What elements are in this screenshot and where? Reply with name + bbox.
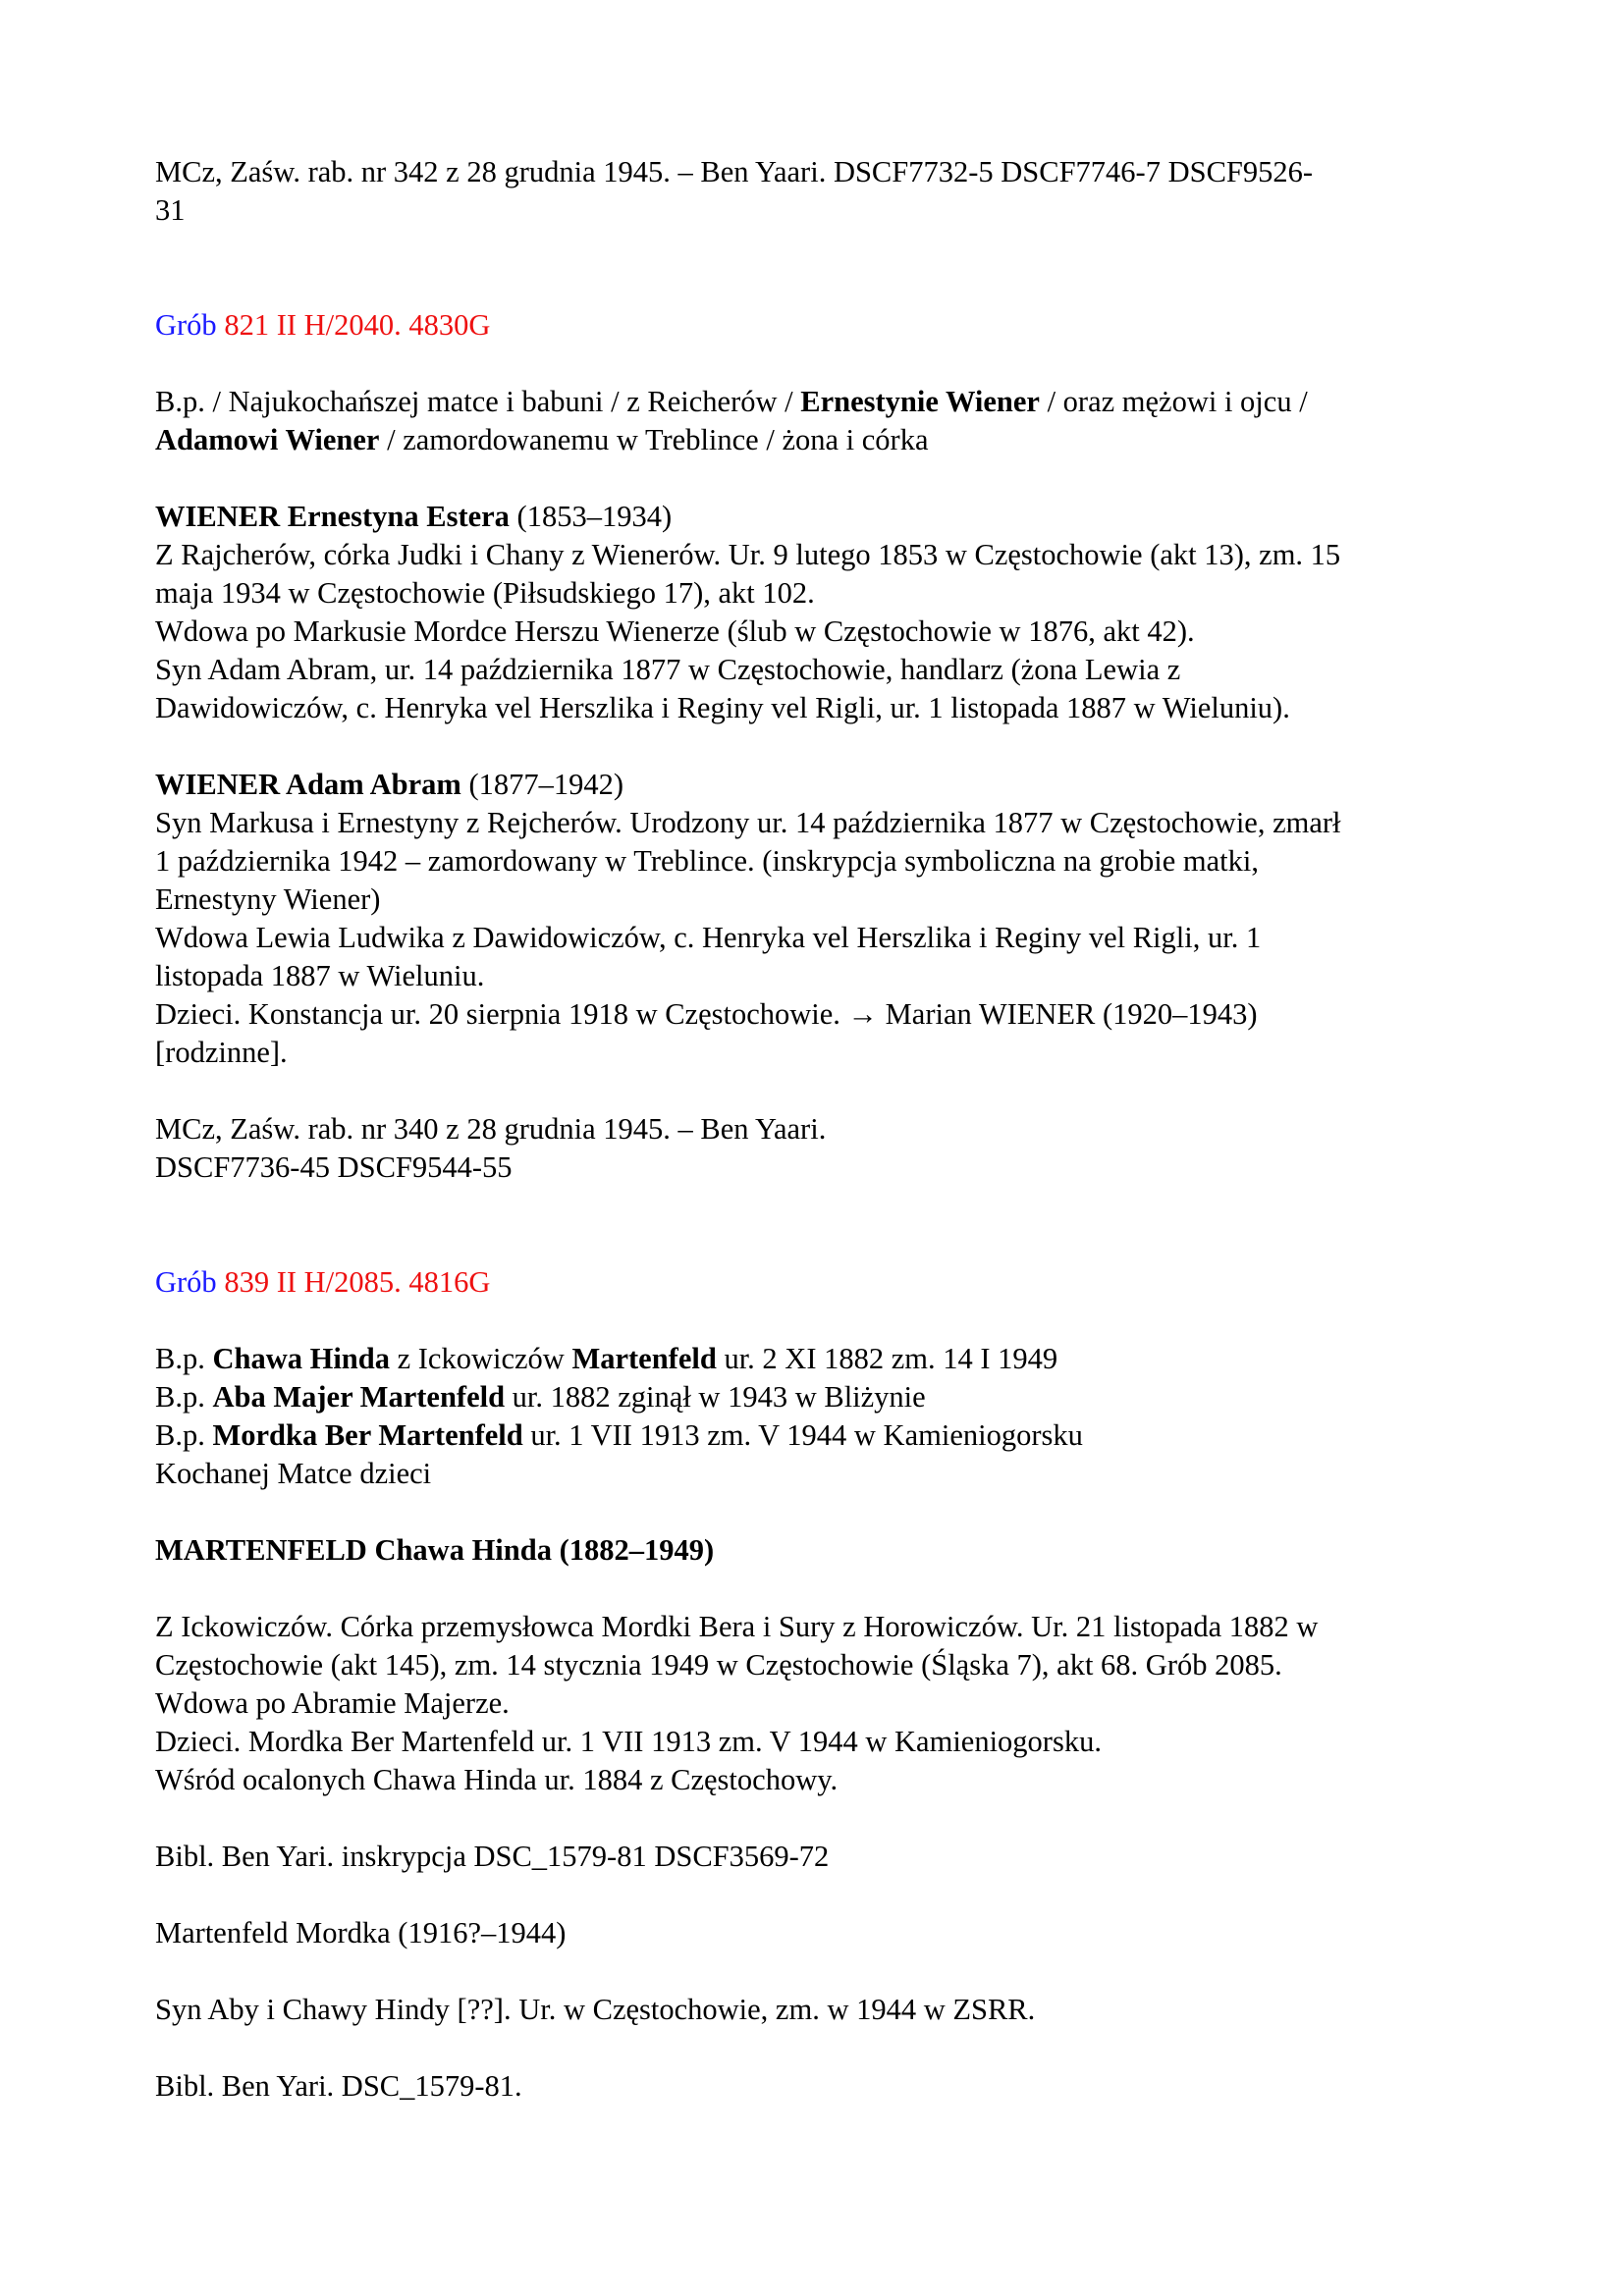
person-name: Martenfeld Mordka (1916?–1944) — [155, 1916, 567, 1949]
grave-number: 839 II H/2085. 4816G — [216, 1265, 491, 1299]
inscription-name: Ernestynie Wiener — [800, 385, 1040, 418]
text-line: [rodzinne]. — [155, 1036, 288, 1069]
grave-number: 821 II H/2040. 4830G — [216, 308, 491, 342]
text-line: Dzieci. Mordka Ber Martenfeld ur. 1 VII 1913 zm. V 1944 w Kamieniogorsku. — [155, 1725, 1102, 1758]
text-line: 1 października 1942 – zamordowany w Treblince. (inskrypcja symboliczna na grobie matki, — [155, 844, 1259, 878]
grave-inscription — [155, 383, 1471, 459]
inscription-text: Kochanej Matce dzieci — [155, 1457, 432, 1490]
inscription-name: Chawa Hinda — [212, 1342, 390, 1375]
text-line: Z Rajcherów, córka Judki i Chany z Wienerów. Ur. 9 lutego 1853 w Częstochowie (akt 13), zm. 15 — [155, 538, 1341, 571]
person-entry — [155, 498, 1471, 727]
text-line: Bibl. Ben Yari. inskrypcja DSC_1579-81 DSCF3569-72 — [155, 1840, 830, 1873]
person-entry — [155, 1914, 1471, 1952]
inscription-name: Martenfeld — [571, 1342, 717, 1375]
text-line: DSCF7736-45 DSCF9544-55 — [155, 1150, 513, 1184]
person-dates: (1877–1942) — [460, 768, 624, 801]
person-bio — [155, 1608, 1471, 1799]
bibliography — [155, 1838, 1471, 1876]
inscription-text: ur. 2 XI 1882 zm. 14 I 1949 — [716, 1342, 1058, 1375]
person-entry — [155, 1531, 1471, 1570]
person-bio — [155, 1991, 1471, 2029]
text-line: Częstochowie (akt 145), zm. 14 stycznia 1949 w Częstochowie (Śląska 7), akt 68. Grób 2085. — [155, 1648, 1282, 1682]
text-line: Ernestyny Wiener) — [155, 882, 381, 916]
top-reference — [155, 153, 1471, 230]
text-line: Wdowa po Abramie Majerze. — [155, 1686, 510, 1720]
inscription-text: B.p. — [155, 1418, 213, 1452]
person-name: MARTENFELD Chawa Hinda (1882–1949) — [155, 1533, 715, 1567]
inscription-text: z Ickowiczów — [389, 1342, 572, 1375]
text-line: Z Ickowiczów. Córka przemysłowca Mordki Bera i Sury z Horowiczów. Ur. 21 listopada 1882 w — [155, 1610, 1319, 1643]
inscription-text: / oraz mężowi i ojcu / — [1039, 385, 1308, 418]
inscription-name: Aba Majer Martenfeld — [212, 1380, 506, 1414]
grave-heading-821 — [155, 306, 1471, 345]
inscription-name: Adamowi Wiener — [155, 423, 380, 456]
inscription-text: B.p. / Najukochańszej matce i babuni / z Reicherów / — [155, 385, 801, 418]
grave-word: Grób — [155, 308, 217, 342]
person-entry — [155, 766, 1471, 1072]
grave-heading-839 — [155, 1263, 1471, 1302]
text-line: MCz, Zaśw. rab. nr 340 z 28 grudnia 1945. – Ben Yaari. — [155, 1112, 827, 1146]
text-line: Wśród ocalonych Chawa Hinda ur. 1884 z Częstochowy. — [155, 1763, 839, 1796]
inscription-text: B.p. — [155, 1342, 213, 1375]
text-line: Dawidowiczów, c. Henryka vel Herszlika i Reginy vel Rigli, ur. 1 listopada 1887 w Wieluniu). — [155, 691, 1290, 724]
inscription-text: / zamordowanemu w Treblince / żona i córka — [379, 423, 929, 456]
text-line: maja 1934 w Częstochowie (Piłsudskiego 17), akt 102. — [155, 576, 815, 610]
document-page — [155, 153, 1471, 2106]
text-line: Wdowa Lewia Ludwika z Dawidowiczów, c. Henryka vel Herszlika i Reginy vel Rigli, ur. 1 — [155, 921, 1262, 954]
person-name: WIENER Adam Abram — [155, 768, 461, 801]
text-line: Wdowa po Markusie Mordce Herszu Wienerze (ślub w Częstochowie w 1876, akt 42). — [155, 614, 1195, 648]
text-line: Syn Markusa i Ernestyny z Rejcherów. Urodzony ur. 14 października 1877 w Częstochowie, zmarł — [155, 806, 1341, 839]
grave-references — [155, 1110, 1471, 1187]
grave-word: Grób — [155, 1265, 217, 1299]
person-dates: (1853–1934) — [509, 500, 673, 533]
inscription-text: ur. 1882 zginął w 1943 w Bliżynie — [505, 1380, 926, 1414]
text-line: Dzieci. Konstancja ur. 20 sierpnia 1918 w Częstochowie. → Marian WIENER (1920–1943) — [155, 997, 1258, 1031]
person-name: WIENER Ernestyna Estera — [155, 500, 510, 533]
text-line: Bibl. Ben Yari. DSC_1579-81. — [155, 2069, 522, 2103]
inscription-text: B.p. — [155, 1380, 213, 1414]
text-line: Syn Aby i Chawy Hindy [??]. Ur. w Częstochowie, zm. w 1944 w ZSRR. — [155, 1993, 1036, 2026]
inscription-text: ur. 1 VII 1913 zm. V 1944 w Kamieniogorsku — [522, 1418, 1083, 1452]
bibliography — [155, 2067, 1471, 2106]
grave-inscription — [155, 1340, 1471, 1493]
text-line: MCz, Zaśw. rab. nr 342 z 28 grudnia 1945. – Ben Yaari. DSCF7732-5 DSCF7746-7 DSCF9526- — [155, 155, 1314, 188]
inscription-name: Mordka Ber Martenfeld — [212, 1418, 523, 1452]
text-line: 31 — [155, 193, 186, 227]
text-line: Syn Adam Abram, ur. 14 października 1877 w Częstochowie, handlarz (żona Lewia z — [155, 653, 1181, 686]
text-line: listopada 1887 w Wieluniu. — [155, 959, 485, 992]
